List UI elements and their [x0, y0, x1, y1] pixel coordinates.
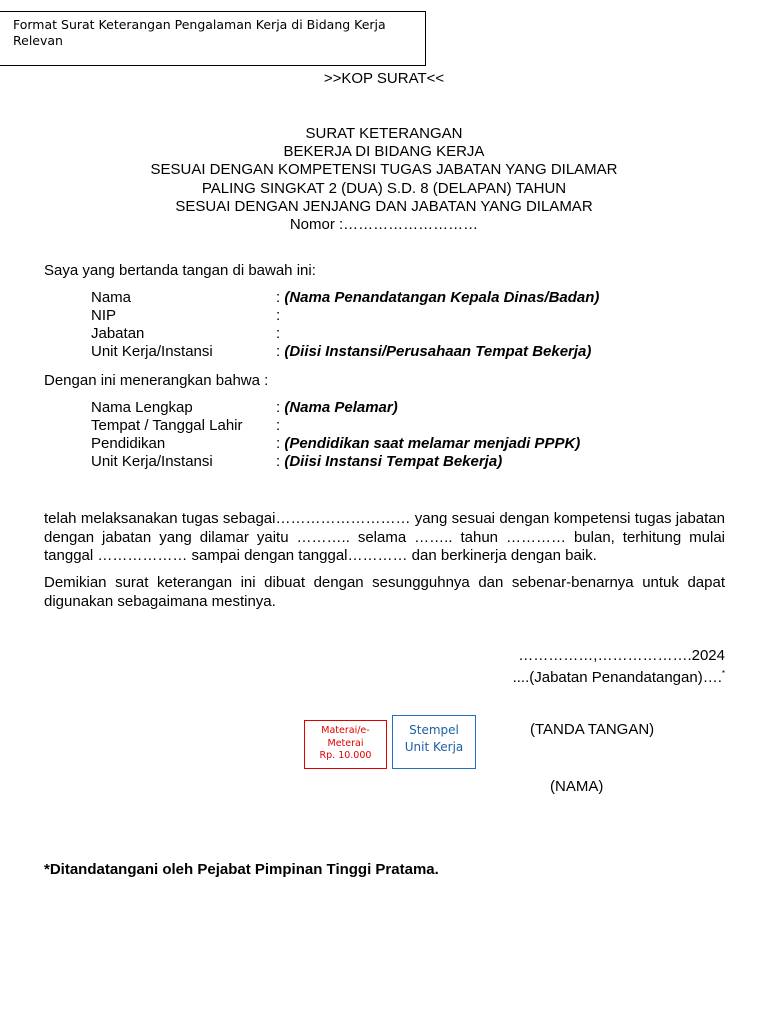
field-value: :: [276, 417, 281, 434]
field-label: Pendidikan: [91, 435, 166, 452]
signature-placeholder: (TANDA TANGAN): [530, 721, 655, 738]
title-line: PALING SINGKAT 2 (DUA) S.D. 8 (DELAPAN) TAHUN: [201, 179, 567, 197]
intro-text: Saya yang bertanda tangan di bawah ini:: [44, 262, 316, 279]
materai-box: Materai/e- Meterai Rp. 10.000: [304, 720, 387, 769]
title-line: BEKERJA DI BIDANG KERJA: [283, 143, 485, 161]
statement-text: Dengan ini menerangkan bahwa :: [44, 372, 269, 389]
signer-position: ....(Jabatan Penandatangan)….*: [512, 669, 725, 686]
field-label: Unit Kerja/Instansi: [91, 453, 213, 470]
footnote: *Ditandatangani oleh Pejabat Pimpinan Tinggi Pratama.: [44, 861, 439, 878]
field-label: Jabatan: [91, 325, 145, 342]
field-value: : (Diisi Instansi/Perusahaan Tempat Bekerja): [276, 343, 592, 360]
name-placeholder: (NAMA): [550, 778, 604, 795]
stamp-box: Stempel Unit Kerja: [392, 715, 476, 769]
field-value: : (Diisi Instansi Tempat Bekerja): [276, 453, 503, 470]
field-label: Tempat / Tanggal Lahir: [91, 417, 243, 434]
letter-number: Nomor :………………………: [289, 216, 479, 234]
closing-paragraph: Demikian surat keterangan ini dibuat dengan sesungguhnya dan sebenar-benarnya untuk dapat digunakan sebagaimana mestinya.: [44, 574, 725, 610]
field-label: NIP: [91, 307, 117, 324]
field-value: : (Nama Pelamar): [276, 399, 398, 416]
footnote-mark: *: [721, 669, 725, 678]
title-line: SESUAI DENGAN JENJANG DAN JABATAN YANG DILAMAR: [175, 197, 593, 215]
letterhead-placeholder: >>KOP SURAT<<: [323, 70, 445, 87]
title-line: SESUAI DENGAN KOMPETENSI TUGAS JABATAN YANG DILAMAR: [150, 161, 618, 179]
field-value: : (Pendidikan saat melamar menjadi PPPK): [276, 435, 581, 452]
letter-title: [0, 125, 768, 234]
field-label: Nama Lengkap: [91, 399, 193, 416]
field-value: :: [276, 325, 281, 342]
field-label: Nama: [91, 289, 132, 306]
field-value: : (Nama Penandatangan Kepala Dinas/Badan): [276, 289, 600, 306]
title-line: SURAT KETERANGAN: [305, 125, 463, 142]
format-label-box: [0, 11, 426, 66]
format-label: Format Surat Keterangan Pengalaman Kerja di Bidang Kerja Relevan: [13, 17, 386, 48]
field-label: Unit Kerja/Instansi: [91, 343, 213, 360]
field-value: :: [276, 307, 281, 324]
place-date-line: ……………,……………….2024: [518, 647, 725, 664]
body-paragraph: telah melaksanakan tugas sebagai……………………… yang sesuai dengan kompetensi tugas jabatan dengan jabatan yang dilamar yaitu ……….. selama …….. tahun ………… bulan, terhitung mulai tanggal ……………… sampai dengan tanggal………… dan berkinerja dengan baik.: [44, 510, 725, 564]
